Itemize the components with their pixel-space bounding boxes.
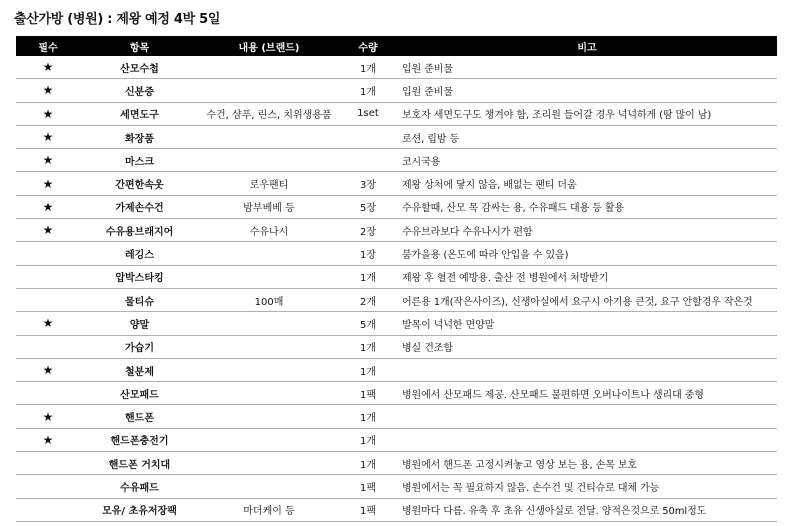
item-brand <box>199 428 339 451</box>
item-brand <box>199 312 339 335</box>
item-brand <box>199 358 339 381</box>
item-quantity: 3장 <box>339 172 397 195</box>
table-row <box>16 475 777 498</box>
item-name: 압박스타킹 <box>80 265 199 288</box>
required-star-icon <box>16 288 80 311</box>
item-brand: 수건, 샴푸, 린스, 치위생용품 <box>199 102 339 125</box>
item-note: 로션, 립밤 등 <box>397 125 777 148</box>
item-note: 붐가을용 (온도에 따라 안입을 수 있음) <box>397 242 777 265</box>
item-note: 병실 건조함 <box>397 335 777 358</box>
item-name: 가습기 <box>80 335 199 358</box>
item-note: 수유브라보다 수유나시가 편함 <box>397 219 777 242</box>
required-star-icon: ★ <box>16 125 80 148</box>
table-row <box>16 335 777 358</box>
item-brand <box>199 382 339 405</box>
table-row <box>16 498 777 521</box>
item-brand <box>199 265 339 288</box>
item-note: 제왕 상처에 닿지 않음, 배없는 팬티 더움 <box>397 172 777 195</box>
required-star-icon: ★ <box>16 102 80 125</box>
table-row <box>16 56 777 79</box>
item-quantity: 1개 <box>339 405 397 428</box>
item-note: 병원마다 다름. 유축 후 초유 신생아실로 전달. 양적은것으로 50ml정도 <box>397 498 777 521</box>
required-star-icon <box>16 335 80 358</box>
table-row <box>16 428 777 451</box>
page-title: 출산가방 (병원) : 제왕 예정 4박 5일 <box>14 12 221 27</box>
header-row <box>16 36 777 56</box>
item-note: 병원에서는 꼭 필요하지 않음. 손수건 및 건티슈로 대체 가능 <box>397 475 777 498</box>
item-quantity: 2개 <box>339 288 397 311</box>
item-name: 산모수첩 <box>80 56 199 79</box>
required-star-icon <box>16 498 80 521</box>
table-row <box>16 265 777 288</box>
table-row <box>16 125 777 148</box>
item-name: 수유패드 <box>80 475 199 498</box>
item-note: 병원에서 산모패드 제공. 산모패드 불편하면 오버나이트나 생리대 중형 <box>397 382 777 405</box>
item-name: 레깅스 <box>80 242 199 265</box>
item-note: 코시국용 <box>397 149 777 172</box>
table-row <box>16 242 777 265</box>
table-row <box>16 358 777 381</box>
item-note <box>397 405 777 428</box>
item-note: 발목이 넉넉한 면양말 <box>397 312 777 335</box>
item-quantity: 1개 <box>339 428 397 451</box>
item-name: 물티슈 <box>80 288 199 311</box>
item-quantity: 2장 <box>339 219 397 242</box>
item-quantity: 1개 <box>339 79 397 102</box>
item-name: 신분증 <box>80 79 199 102</box>
required-star-icon: ★ <box>16 149 80 172</box>
item-note: 제왕 후 혈전 예방용. 출산 전 병원에서 처방받기 <box>397 265 777 288</box>
item-name: 간편한속옷 <box>80 172 199 195</box>
required-star-icon: ★ <box>16 358 80 381</box>
item-name: 화장품 <box>80 125 199 148</box>
item-name: 핸드폰 거치대 <box>80 452 199 475</box>
item-name: 핸드폰 <box>80 405 199 428</box>
item-quantity: 1개 <box>339 56 397 79</box>
required-star-icon: ★ <box>16 79 80 102</box>
header-qty: 수량 <box>339 36 397 56</box>
item-note: 입원 준비물 <box>397 56 777 79</box>
item-note: 보호자 세면도구도 챙겨야 함, 조리원 들어갈 경우 넉넉하게 (땀 많이 남) <box>397 102 777 125</box>
table-row <box>16 102 777 125</box>
item-brand <box>199 149 339 172</box>
item-brand <box>199 335 339 358</box>
table-row <box>16 172 777 195</box>
item-name: 모유/ 초유저장팩 <box>80 498 199 521</box>
item-quantity <box>339 125 397 148</box>
header-note: 비고 <box>397 36 777 56</box>
item-brand: 밤부베베 등 <box>199 195 339 218</box>
item-name: 핸드폰충전기 <box>80 428 199 451</box>
item-quantity: 1팩 <box>339 382 397 405</box>
item-quantity: 1개 <box>339 335 397 358</box>
table-row <box>16 79 777 102</box>
item-quantity: 1개 <box>339 358 397 381</box>
item-brand: 마더케이 등 <box>199 498 339 521</box>
required-star-icon <box>16 382 80 405</box>
item-quantity: 1set <box>339 102 397 125</box>
table-row <box>16 288 777 311</box>
item-brand <box>199 405 339 428</box>
item-note <box>397 358 777 381</box>
item-name: 수유용브래지어 <box>80 219 199 242</box>
item-brand: 로우팬티 <box>199 172 339 195</box>
table-row <box>16 382 777 405</box>
item-quantity: 1장 <box>339 242 397 265</box>
item-quantity: 5장 <box>339 195 397 218</box>
item-name: 세면도구 <box>80 102 199 125</box>
table-row <box>16 452 777 475</box>
item-quantity: 1개 <box>339 452 397 475</box>
required-star-icon <box>16 475 80 498</box>
table-row <box>16 312 777 335</box>
item-quantity: 1팩 <box>339 475 397 498</box>
item-brand <box>199 242 339 265</box>
required-star-icon: ★ <box>16 172 80 195</box>
checklist-table <box>16 36 777 522</box>
item-brand <box>199 125 339 148</box>
item-note: 어른용 1개(작은사이즈), 신생아실에서 요구시 아기용 큰것, 요구 안할경우 작은것 <box>397 288 777 311</box>
required-star-icon: ★ <box>16 312 80 335</box>
item-name: 가제손수건 <box>80 195 199 218</box>
header-brand: 내용 (브랜드) <box>199 36 339 56</box>
table-row <box>16 405 777 428</box>
item-brand: 100매 <box>199 288 339 311</box>
table-row <box>16 219 777 242</box>
item-note <box>397 428 777 451</box>
item-brand: 수유나시 <box>199 219 339 242</box>
required-star-icon: ★ <box>16 195 80 218</box>
item-brand <box>199 79 339 102</box>
required-star-icon: ★ <box>16 405 80 428</box>
required-star-icon: ★ <box>16 219 80 242</box>
table-row <box>16 195 777 218</box>
required-star-icon <box>16 452 80 475</box>
required-star-icon: ★ <box>16 428 80 451</box>
item-name: 마스크 <box>80 149 199 172</box>
header-required: 필수 <box>16 36 80 56</box>
item-quantity <box>339 149 397 172</box>
required-star-icon <box>16 242 80 265</box>
required-star-icon <box>16 265 80 288</box>
required-star-icon: ★ <box>16 56 80 79</box>
item-brand <box>199 452 339 475</box>
item-note: 병원에서 핸드폰 고정시켜놓고 영상 보는 용, 손목 보호 <box>397 452 777 475</box>
item-note: 수유할때, 산모 목 감싸는 용, 수유패드 대용 등 활용 <box>397 195 777 218</box>
table-row <box>16 149 777 172</box>
item-quantity: 1팩 <box>339 498 397 521</box>
item-name: 철분제 <box>80 358 199 381</box>
item-quantity: 5개 <box>339 312 397 335</box>
item-quantity: 1개 <box>339 265 397 288</box>
header-item: 항목 <box>80 36 199 56</box>
item-name: 양말 <box>80 312 199 335</box>
item-brand <box>199 56 339 79</box>
item-name: 산모패드 <box>80 382 199 405</box>
item-brand <box>199 475 339 498</box>
item-note: 입원 준비물 <box>397 79 777 102</box>
